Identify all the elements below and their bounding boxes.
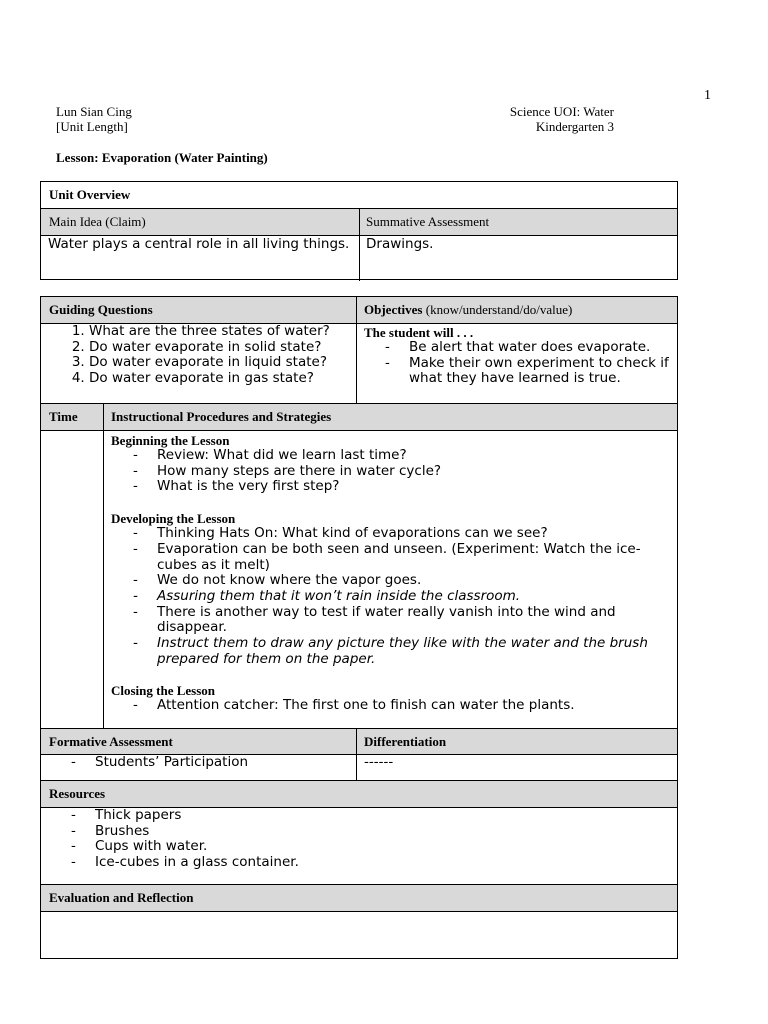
list-item: 2. Do water evaporate in solid state? xyxy=(89,340,356,356)
summative-text: Drawings. xyxy=(359,236,677,281)
list-item: 1. What are the three states of water? xyxy=(89,324,356,340)
closing-list xyxy=(111,698,677,714)
beginning-list xyxy=(111,448,677,495)
time-cell xyxy=(41,431,103,728)
list-item: - Attention catcher: The first one to finish can water the plants. xyxy=(157,698,677,714)
formative-heading: Formative Assessment xyxy=(49,734,173,749)
developing-list xyxy=(111,526,677,667)
list-item: - We do not know where the vapor goes. xyxy=(157,573,669,589)
closing-title: Closing the Lesson xyxy=(111,683,216,699)
resources-heading: Resources xyxy=(49,786,106,801)
objectives-heading-bold: Objectives xyxy=(364,302,423,317)
guiding-questions-list xyxy=(41,324,356,387)
differentiation-text: ------ xyxy=(356,755,677,780)
guiding-questions-heading: Guiding Questions xyxy=(49,302,153,317)
list-item: - Evaporation can be both seen and unseen. (Experiment: Watch the ice-cubes as it melt) xyxy=(157,542,669,573)
list-item: - What is the very first step? xyxy=(157,479,677,495)
student-will-label: The student will . . . xyxy=(364,325,474,340)
page-number: 1 xyxy=(704,88,711,103)
list-item: - Make their own experiment to check if what they have learned is true. xyxy=(409,356,677,387)
list-item: - How many steps are there in water cycle? xyxy=(157,464,677,480)
subject: Science UOI: Water xyxy=(509,104,614,119)
developing-title: Developing the Lesson xyxy=(111,511,236,527)
grade: Kindergarten 3 xyxy=(535,119,614,134)
list-item: - Be alert that water does evaporate. xyxy=(409,340,677,356)
evaluation-heading: Evaluation and Reflection xyxy=(49,890,194,905)
beginning-title: Beginning the Lesson xyxy=(111,433,230,448)
procedures-heading: Instructional Procedures and Strategies xyxy=(103,404,677,430)
objectives-heading xyxy=(356,297,677,323)
list-item: - Assuring them that it won’t rain inside the classroom. xyxy=(157,589,669,605)
objectives-list xyxy=(364,340,677,387)
list-item: 3. Do water evaporate in liquid state? xyxy=(89,355,356,371)
list-item: - Cups with water. xyxy=(95,839,677,855)
list-item: - Ice-cubes in a glass container. xyxy=(95,855,677,871)
list-item: - Review: What did we learn last time? xyxy=(157,448,677,464)
list-item: 4. Do water evaporate in gas state? xyxy=(89,371,356,387)
unit-overview-table xyxy=(40,181,678,280)
resources-list xyxy=(41,808,677,871)
list-item: - There is another way to test if water really vanish into the wind and disappear. xyxy=(157,605,669,636)
objectives-heading-rest: (know/understand/do/value) xyxy=(422,302,573,317)
unit-overview-heading: Unit Overview xyxy=(49,187,131,202)
lesson-title: Lesson: Evaporation (Water Painting) xyxy=(56,150,268,165)
evaluation-body xyxy=(41,911,677,960)
list-item: - Thinking Hats On: What kind of evaporations can we see? xyxy=(157,526,669,542)
main-idea-label: Main Idea (Claim) xyxy=(49,214,146,229)
formative-list xyxy=(41,755,356,771)
list-item: - Brushes xyxy=(95,824,677,840)
list-item: - Instruct them to draw any picture they like with the water and the brush prepared for them on the paper. xyxy=(157,636,669,667)
time-heading: Time xyxy=(49,409,78,424)
summative-label: Summative Assessment xyxy=(359,209,677,235)
lesson-plan-table xyxy=(40,296,678,959)
main-idea-text: Water plays a central role in all living things. xyxy=(48,236,350,252)
unit-length: [Unit Length] xyxy=(56,119,128,134)
list-item: - Thick papers xyxy=(95,808,677,824)
author-name: Lun Sian Cing xyxy=(56,104,132,119)
list-item: - Students’ Participation xyxy=(95,755,356,771)
differentiation-heading: Differentiation xyxy=(356,729,677,754)
